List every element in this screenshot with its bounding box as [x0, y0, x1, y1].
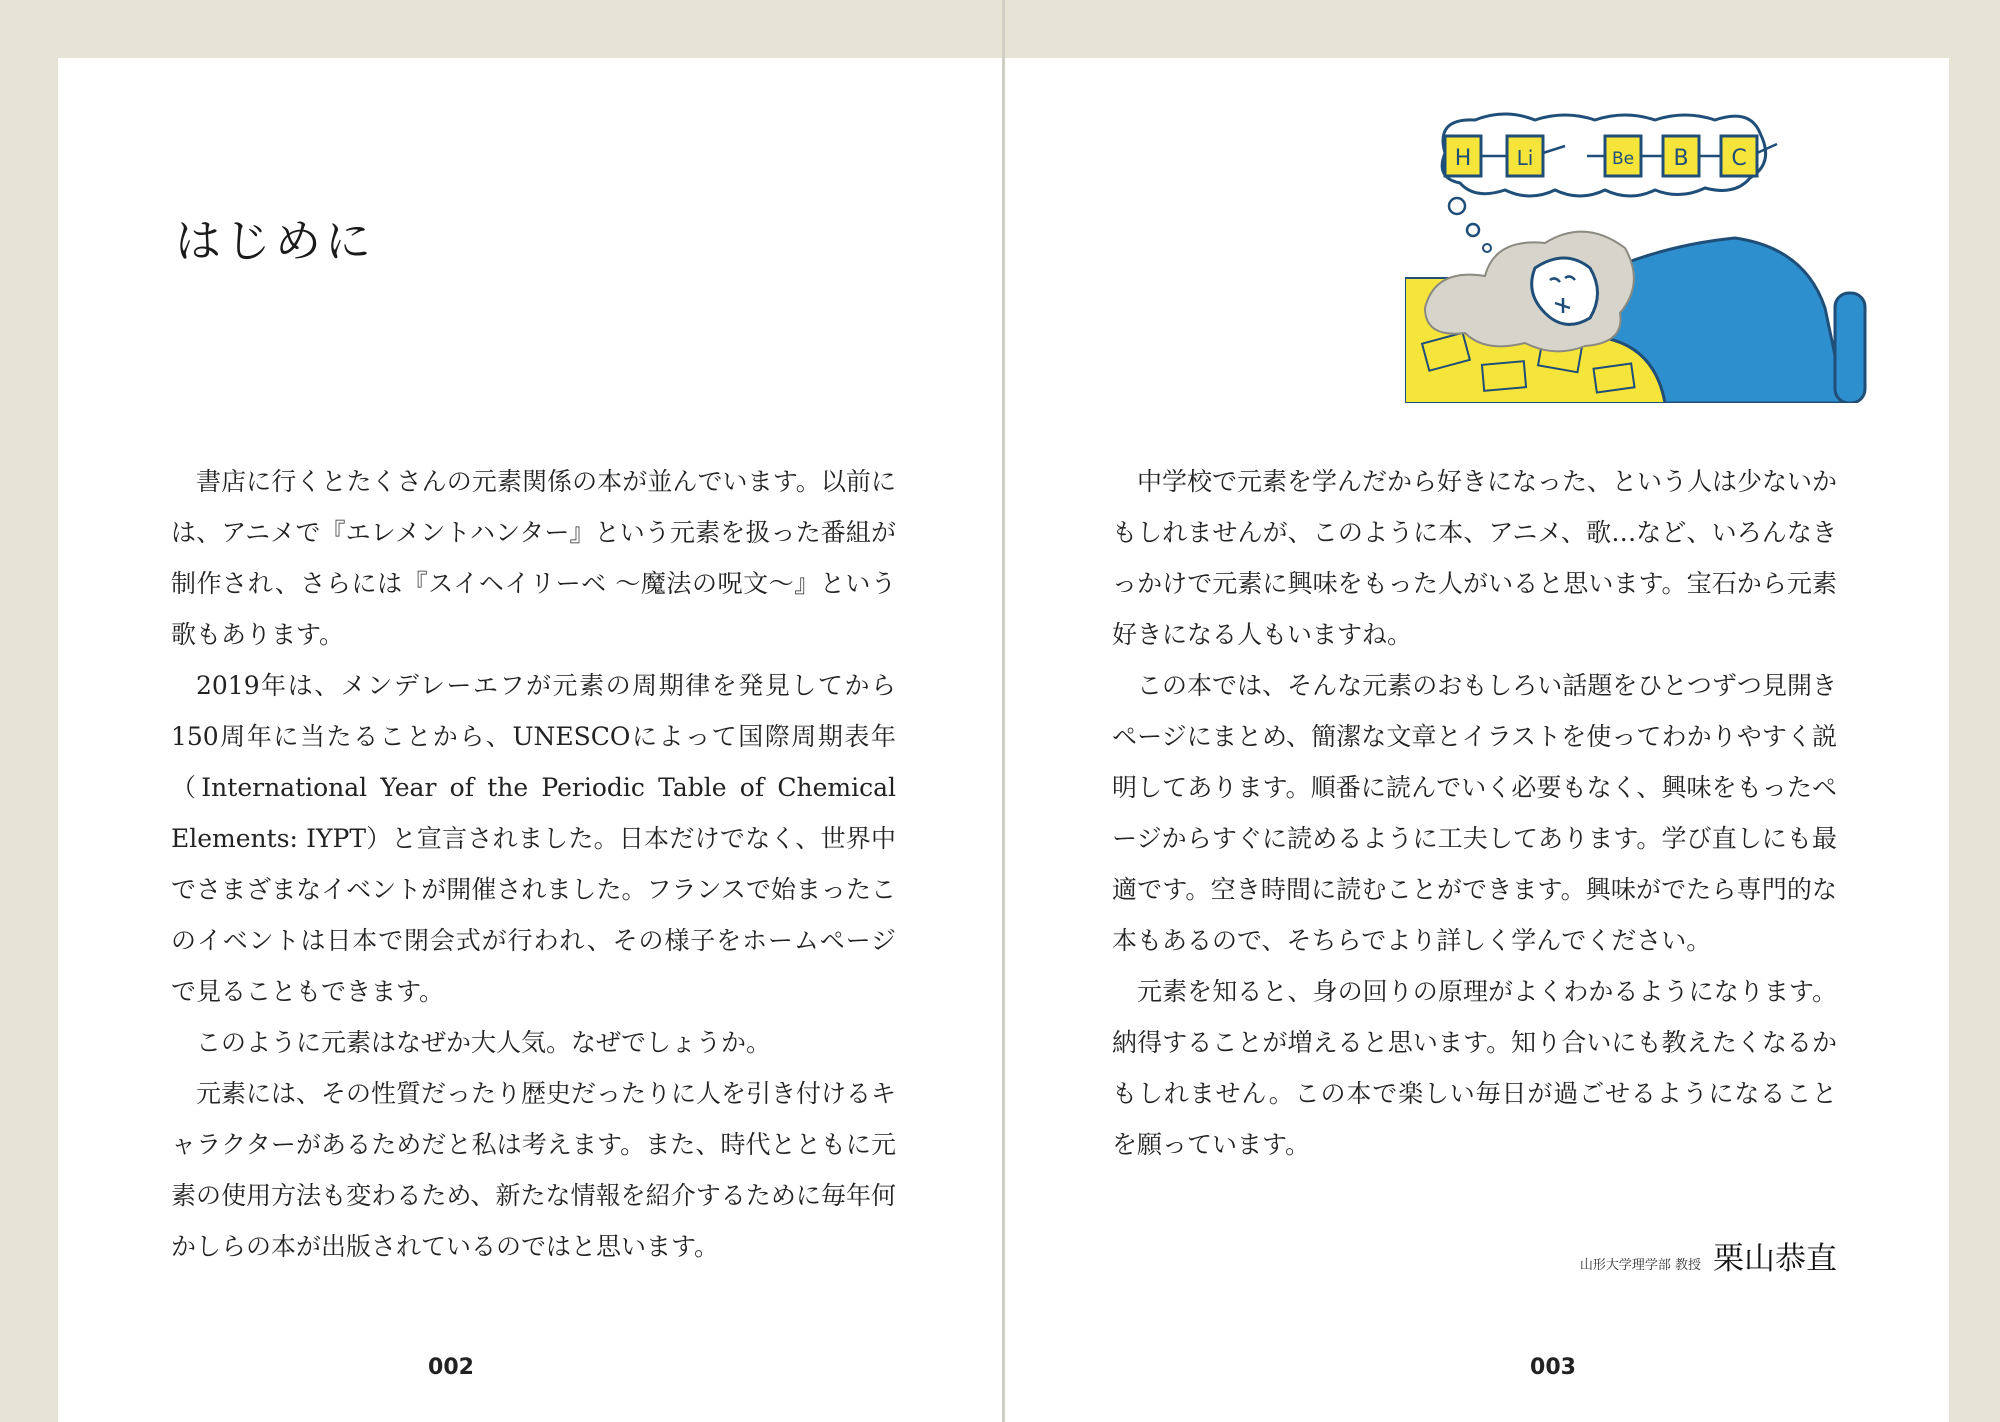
author-title: 山形大学理学部 教授 — [1579, 1258, 1701, 1273]
author-name: 栗山恭直 — [1713, 1241, 1837, 1277]
thought-bubble-dot — [1467, 224, 1479, 236]
element-label: H — [1454, 146, 1472, 171]
element-card-b — [1663, 136, 1699, 176]
element-label: Be — [1611, 149, 1635, 169]
paragraph: このように元素はなぜか大人気。なぜでしょうか。 — [196, 1028, 772, 1057]
element-card-li — [1507, 136, 1543, 176]
left-body-text — [171, 456, 896, 1272]
chair — [1835, 293, 1865, 403]
right-body-text — [1112, 456, 1837, 1170]
sleeping-scientist-illustration — [1405, 108, 1875, 403]
element-card-be — [1605, 136, 1641, 176]
paragraph: 書店に行くとたくさんの元素関係の本が並んでいます。以前には、アニメで『エレメントハンター』という元素を扱った番組が制作され、さらには『スイヘイリーベ ～魔法の呪文～』という歌もあります。 — [171, 467, 896, 649]
paper — [1482, 361, 1526, 391]
paragraph: 元素を知ると、身の回りの原理がよくわかるようになります。納得することが増えると思います。知り合いにも教えたくなるかもしれません。この本で楽しい毎日が過ごせるようになることを願っています。 — [1112, 977, 1837, 1159]
paragraph: 中学校で元素を学んだから好きになった、という人は少ないかもしれませんが、このように本、アニメ、歌…など、いろんなきっかけで元素に興味をもった人がいると思います。宝石から元素好きになる人もいますね。 — [1112, 467, 1838, 649]
paragraph: 2019年は、メンデレーエフが元素の周期律を発見してから150周年に当たることから、UNESCOによって国際周期表年（International Year of the Periodic Table of Chemical Elements: IYPT）と宣言されました。日本だけでなく、世界中でさまざまなイベントが開催されました。フランスで始まったこのイベントは日本で閉会式が行われ、その様子をホームページで見ることもできます。 — [171, 671, 896, 1006]
element-card-c — [1721, 136, 1757, 176]
element-card-h — [1445, 136, 1481, 176]
paragraph: この本では、そんな元素のおもしろい話題をひとつずつ見開きページにまとめ、簡潔な文章とイラストを使ってわかりやすく説明してあります。順番に読んでいく必要もなく、興味をもったページからすぐに読めるように工夫してあります。学び直しにも最適です。空き時間に読むことができます。興味がでたら専門的な本もあるので、そちらでより詳しく学んでください。 — [1112, 671, 1837, 955]
author-signature — [1580, 1233, 1837, 1278]
page-number-right: 003 — [1530, 1355, 1576, 1380]
paper — [1594, 363, 1635, 392]
thought-bubble-dot — [1449, 198, 1465, 214]
page-number-left: 002 — [428, 1355, 474, 1380]
element-label: Li — [1516, 146, 1534, 170]
element-label: B — [1673, 146, 1689, 171]
element-label: C — [1731, 146, 1747, 171]
chapter-heading: はじめに — [175, 214, 375, 268]
scientist-hair — [1425, 232, 1634, 352]
thought-bubble-dot — [1483, 244, 1491, 252]
book-spine — [1002, 0, 1005, 1422]
paragraph: 元素には、その性質だったり歴史だったりに人を引き付けるキャラクターがあるためだと私は考えます。また、時代とともに元素の使用方法も変わるため、新たな情報を紹介するために毎年何かしらの本が出版されているのではと思います。 — [171, 1079, 897, 1261]
